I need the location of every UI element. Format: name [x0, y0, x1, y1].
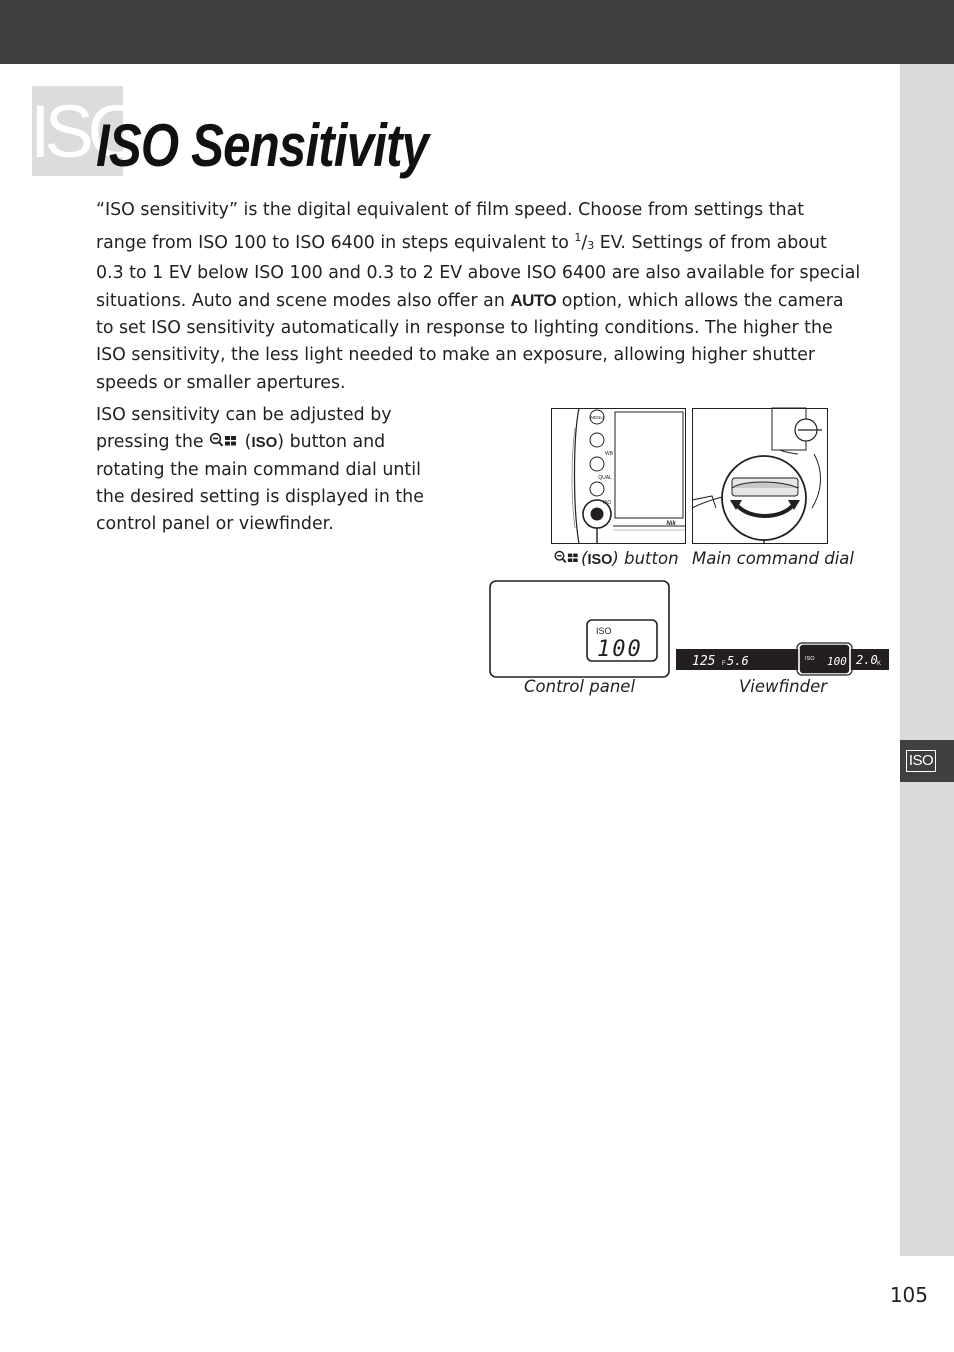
- intro-line-3: 0.3 to 1 EV below ISO 100 and 0.3 to 2 EV above ISO 6400 are also available for special: [96, 262, 861, 283]
- intro-line-4-text: situations. Auto and scene modes also offer an: [96, 290, 511, 311]
- body-line-2-pre: pressing the: [96, 432, 210, 453]
- viewfinder-shutter: 125: [692, 654, 716, 669]
- viewfinder-iso-label: ISO: [805, 656, 815, 662]
- viewfinder-remaining-suffix: K: [877, 661, 882, 667]
- intro-line-6: ISO sensitivity, the less light needed to make an exposure, allowing higher shutter: [96, 345, 815, 366]
- body-line-2-post: ) button and: [277, 432, 386, 453]
- brand-logo-fragment: Nik: [666, 521, 676, 527]
- chapter-icon-text: ISO: [30, 90, 140, 173]
- qual-button-label: QUAL: [598, 475, 612, 481]
- page-title: ISO Sensitivity: [96, 112, 429, 179]
- top-bar: [0, 0, 954, 64]
- side-strip: [900, 64, 954, 1256]
- command-dial-illustration: [692, 408, 828, 544]
- chapter-side-tab-label: ISO: [906, 750, 936, 772]
- body-line-3: rotating the main command dial until: [96, 459, 421, 480]
- intro-line-5: to set ISO sensitivity automatically in response to lighting conditions. The higher the: [96, 318, 833, 339]
- body-line-4: the desired setting is displayed in the: [96, 486, 424, 507]
- intro-line-2-text: range from ISO 100 to ISO 6400 in steps equivalent to: [96, 233, 575, 254]
- viewfinder-aperture-prefix: F: [722, 661, 726, 667]
- zoom-out-thumbnail-icon: [209, 432, 239, 450]
- camera-buttons-illustration: [551, 408, 686, 544]
- dial-caption: Main command dial: [692, 549, 854, 568]
- menu-button-label: MENU: [590, 415, 604, 420]
- instructions-paragraph: [96, 402, 466, 538]
- auto-option-label: AUTO: [510, 290, 557, 310]
- fraction-denominator: 3: [587, 239, 595, 253]
- fraction-numerator: 1: [574, 231, 582, 245]
- intro-line-2-tail: EV. Settings of from about: [594, 233, 827, 254]
- viewfinder-aperture: 5.6: [727, 654, 749, 668]
- wb-button-label: WB: [604, 451, 614, 457]
- viewfinder-caption: Viewfinder: [739, 677, 828, 696]
- intro-line-2: [96, 224, 896, 259]
- control-panel-illustration: [489, 580, 670, 678]
- body-line-1: ISO sensitivity can be adjusted by: [96, 405, 392, 425]
- viewfinder-illustration: [676, 643, 889, 675]
- fraction-slash: /: [581, 233, 588, 254]
- control-panel-iso-value: 100: [597, 637, 643, 662]
- control-panel-caption: Control panel: [524, 677, 636, 696]
- viewfinder-remaining: 2.0: [856, 653, 878, 667]
- button-caption-iso: ISO: [587, 552, 613, 568]
- iso-button-figure-label: ISO: [602, 500, 612, 506]
- button-caption: (ISO) button: [553, 548, 679, 571]
- iso-button-label: ISO: [251, 434, 278, 452]
- intro-line-4-tail: option, which allows the camera: [556, 290, 844, 311]
- page-number: 105: [889, 1283, 928, 1307]
- body-line-5: control panel or viewfinder.: [96, 514, 334, 535]
- button-caption-tail: ) button: [612, 549, 679, 568]
- viewfinder-iso-value: 100: [827, 655, 847, 668]
- intro-line-7: speeds or smaller apertures.: [96, 372, 346, 393]
- intro-line-4: [96, 287, 896, 315]
- body-line-2: pressing the (ISO) button and: [96, 432, 386, 453]
- intro-paragraph: [96, 197, 896, 397]
- zoom-out-thumbnail-icon: [553, 550, 581, 566]
- intro-line-1: “ISO sensitivity” is the digital equivalent of film speed. Choose from settings that: [96, 200, 805, 220]
- control-panel-iso-label: ISO: [596, 626, 612, 636]
